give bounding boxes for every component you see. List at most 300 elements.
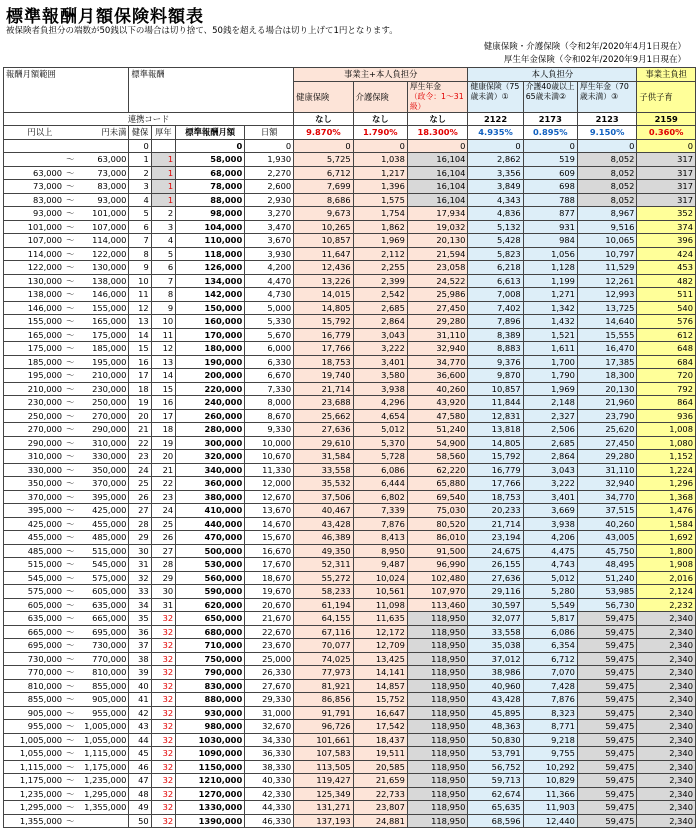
table-row bbox=[4, 463, 696, 477]
health-grade: 32 bbox=[129, 571, 151, 585]
daily-amount: 27,670 bbox=[245, 679, 294, 693]
range-to: 605,000 bbox=[76, 585, 129, 599]
pension-grade: 32 bbox=[151, 625, 175, 639]
range-from: 855,000 bbox=[4, 693, 65, 707]
care-insured: 2,506 bbox=[523, 423, 577, 437]
daily-amount: 23,670 bbox=[245, 639, 294, 653]
pension-total: 118,950 bbox=[407, 679, 468, 693]
health-grade: 11 bbox=[129, 288, 151, 302]
care-total: 10,024 bbox=[353, 571, 407, 585]
table-row bbox=[4, 571, 696, 585]
health-insured: 35,038 bbox=[468, 639, 523, 653]
care-total: 1,754 bbox=[353, 207, 407, 221]
pension-insured: 59,475 bbox=[577, 774, 637, 788]
range-from: 210,000 bbox=[4, 382, 65, 396]
pension-total: 80,520 bbox=[407, 517, 468, 531]
pension-total: 118,950 bbox=[407, 733, 468, 747]
health-grade: 46 bbox=[129, 760, 151, 774]
daily-amount: 2,930 bbox=[245, 193, 294, 207]
pension-grade: 32 bbox=[151, 760, 175, 774]
care-insured: 5,280 bbox=[523, 585, 577, 599]
health-grade: 29 bbox=[129, 531, 151, 545]
table-row bbox=[4, 234, 696, 248]
range-to: 955,000 bbox=[76, 706, 129, 720]
pension-insured: 11,529 bbox=[577, 261, 637, 275]
daily-amount: 34,330 bbox=[245, 733, 294, 747]
range-from: 122,000 bbox=[4, 261, 65, 275]
health-total: 8,686 bbox=[294, 193, 354, 207]
health-grade: 48 bbox=[129, 787, 151, 801]
pension-insured: 45,750 bbox=[577, 544, 637, 558]
range-tilde: ～ bbox=[66, 599, 75, 610]
range-from: 330,000 bbox=[4, 463, 65, 477]
table-row bbox=[4, 355, 696, 369]
pension-total: 25,986 bbox=[407, 288, 468, 302]
table-row bbox=[4, 396, 696, 410]
pension-grade: 10 bbox=[151, 315, 175, 329]
health-grade: 47 bbox=[129, 774, 151, 788]
range-from: 1,115,000 bbox=[4, 760, 65, 774]
range-tilde: ～ bbox=[66, 343, 75, 354]
health-total: 11,647 bbox=[294, 247, 354, 261]
care-insured: 12,440 bbox=[523, 814, 577, 828]
pension-total: 118,950 bbox=[407, 801, 468, 815]
pension-total: 118,950 bbox=[407, 666, 468, 680]
child-employer: 396 bbox=[637, 234, 696, 248]
care-insured: 8,323 bbox=[523, 706, 577, 720]
care-insured: 7,428 bbox=[523, 679, 577, 693]
health-insured: 8,883 bbox=[468, 342, 523, 356]
health-total: 33,558 bbox=[294, 463, 354, 477]
daily-amount: 22,670 bbox=[245, 625, 294, 639]
child-employer: 936 bbox=[637, 409, 696, 423]
health-grade: 33 bbox=[129, 585, 151, 599]
pension-total: 118,950 bbox=[407, 774, 468, 788]
health-insured: 30,597 bbox=[468, 598, 523, 612]
standard-monthly: 240,000 bbox=[176, 396, 245, 410]
page-title: 標準報酬月額保険料額表 bbox=[6, 7, 204, 27]
child-employer: 2,124 bbox=[637, 585, 696, 599]
health-insured: 10,857 bbox=[468, 382, 523, 396]
range-tilde: ～ bbox=[66, 815, 75, 826]
table-row bbox=[4, 220, 696, 234]
health-grade: 13 bbox=[129, 315, 151, 329]
health-grade: 24 bbox=[129, 463, 151, 477]
daily-amount: 40,330 bbox=[245, 774, 294, 788]
health-grade: 4 bbox=[129, 193, 151, 207]
daily-amount: 44,330 bbox=[245, 801, 294, 815]
table-row bbox=[4, 747, 696, 761]
care-insured: 3,222 bbox=[523, 477, 577, 491]
care-total: 3,401 bbox=[353, 355, 407, 369]
pension-total: 118,950 bbox=[407, 693, 468, 707]
health-total: 25,662 bbox=[294, 409, 354, 423]
health-grade: 21 bbox=[129, 423, 151, 437]
child-employer: 648 bbox=[637, 342, 696, 356]
range-from: 1,175,000 bbox=[4, 774, 65, 788]
pension-grade: 17 bbox=[151, 409, 175, 423]
rounding-note: 被保険者負担分の端数が50銭以下の場合は切り捨て、50銭を超える場合は切り上げて1円となります。 bbox=[6, 26, 398, 36]
standard-monthly: 58,000 bbox=[176, 153, 245, 167]
health-total: 29,610 bbox=[294, 436, 354, 450]
care-total: 3,938 bbox=[353, 382, 407, 396]
pension-total: 118,950 bbox=[407, 720, 468, 734]
daily-amount: 36,330 bbox=[245, 747, 294, 761]
pension-insured: 59,475 bbox=[577, 801, 637, 815]
range-to: 122,000 bbox=[76, 247, 129, 261]
health-total: 19,740 bbox=[294, 369, 354, 383]
range-tilde: ～ bbox=[66, 613, 75, 624]
pension-total: 40,260 bbox=[407, 382, 468, 396]
health-total: 46,389 bbox=[294, 531, 354, 545]
health-total: 14,015 bbox=[294, 288, 354, 302]
range-to: 425,000 bbox=[76, 504, 129, 518]
pension-grade: 32 bbox=[151, 612, 175, 626]
care-total: 5,370 bbox=[353, 436, 407, 450]
pension-insured: 43,005 bbox=[577, 531, 637, 545]
health-header: 健康保険 bbox=[294, 81, 354, 112]
pension-insured: 59,475 bbox=[577, 787, 637, 801]
range-from: 370,000 bbox=[4, 490, 65, 504]
pension-total: 29,280 bbox=[407, 315, 468, 329]
daily-amount: 3,270 bbox=[245, 207, 294, 221]
health-total: 9,673 bbox=[294, 207, 354, 221]
child-employer: 352 bbox=[637, 207, 696, 221]
irate-pension: 9.150% bbox=[577, 126, 637, 140]
care-insured: 10,829 bbox=[523, 774, 577, 788]
care-insured: 3,938 bbox=[523, 517, 577, 531]
daily-amount: 14,670 bbox=[245, 517, 294, 531]
table-row bbox=[4, 625, 696, 639]
pension-insured: 10,797 bbox=[577, 247, 637, 261]
pension-grade: 25 bbox=[151, 517, 175, 531]
health-grade: 0 bbox=[129, 139, 151, 153]
care-total: 14,857 bbox=[353, 679, 407, 693]
daily-amount: 42,330 bbox=[245, 787, 294, 801]
child-employer: 2,340 bbox=[637, 625, 696, 639]
pension-insured: 8,052 bbox=[577, 193, 637, 207]
table-row bbox=[4, 679, 696, 693]
standard-monthly: 410,000 bbox=[176, 504, 245, 518]
health-total: 14,805 bbox=[294, 301, 354, 315]
pension-grade: 27 bbox=[151, 544, 175, 558]
range-to bbox=[76, 814, 129, 828]
care-total: 20,585 bbox=[353, 760, 407, 774]
care-insured: 3,401 bbox=[523, 490, 577, 504]
pension-grade: 16 bbox=[151, 396, 175, 410]
pension-insured: 0 bbox=[577, 139, 637, 153]
table-row bbox=[4, 585, 696, 599]
health-insured: 7,896 bbox=[468, 315, 523, 329]
daily-amount: 1,930 bbox=[245, 153, 294, 167]
care-total: 2,399 bbox=[353, 274, 407, 288]
standard-monthly: 220,000 bbox=[176, 382, 245, 396]
range-tilde: ～ bbox=[66, 667, 75, 678]
care-insured: 788 bbox=[523, 193, 577, 207]
care-insured: 6,354 bbox=[523, 639, 577, 653]
pension-grade: 32 bbox=[151, 774, 175, 788]
child-employer: 482 bbox=[637, 274, 696, 288]
health-grade: 25 bbox=[129, 477, 151, 491]
care-total: 0 bbox=[353, 139, 407, 153]
daily-amount: 4,730 bbox=[245, 288, 294, 302]
child-employer: 864 bbox=[637, 396, 696, 410]
care-insured: 5,012 bbox=[523, 571, 577, 585]
care-total: 4,296 bbox=[353, 396, 407, 410]
range-to: 210,000 bbox=[76, 369, 129, 383]
pension-grade: 32 bbox=[151, 814, 175, 828]
health-total: 40,467 bbox=[294, 504, 354, 518]
pension-insured: 9,516 bbox=[577, 220, 637, 234]
care-insured: 1,790 bbox=[523, 369, 577, 383]
range-tilde: ～ bbox=[66, 154, 75, 165]
monthly-label: 標準報酬月額 bbox=[176, 126, 245, 140]
range-from: 114,000 bbox=[4, 247, 65, 261]
health-total: 101,661 bbox=[294, 733, 354, 747]
range-to: 175,000 bbox=[76, 328, 129, 342]
health-insured: 9,870 bbox=[468, 369, 523, 383]
health-grade: 17 bbox=[129, 369, 151, 383]
pension70-header: 厚生年金（70歳未満）③ bbox=[577, 81, 637, 112]
range-from: 93,000 bbox=[4, 207, 65, 221]
pension-grade: 24 bbox=[151, 504, 175, 518]
range-to: 810,000 bbox=[76, 666, 129, 680]
pension-grade: 26 bbox=[151, 531, 175, 545]
pension-grade: 11 bbox=[151, 328, 175, 342]
pension-insured: 14,640 bbox=[577, 315, 637, 329]
pension-total: 58,560 bbox=[407, 450, 468, 464]
standard-monthly: 930,000 bbox=[176, 706, 245, 720]
standard-monthly: 104,000 bbox=[176, 220, 245, 234]
health-total: 58,233 bbox=[294, 585, 354, 599]
health-total: 10,265 bbox=[294, 220, 354, 234]
range-header: 報酬月額範囲 bbox=[4, 68, 129, 113]
child-employer: 424 bbox=[637, 247, 696, 261]
table-row bbox=[4, 328, 696, 342]
health-total: 86,856 bbox=[294, 693, 354, 707]
daily-amount: 10,670 bbox=[245, 450, 294, 464]
pension-total: 20,130 bbox=[407, 234, 468, 248]
range-to bbox=[76, 139, 129, 153]
irate-care: 0.895% bbox=[523, 126, 577, 140]
health-total: 91,791 bbox=[294, 706, 354, 720]
child-employer: 453 bbox=[637, 261, 696, 275]
pension-grade: 32 bbox=[151, 652, 175, 666]
standard-monthly: 68,000 bbox=[176, 166, 245, 180]
care-total: 9,487 bbox=[353, 558, 407, 572]
table-row bbox=[4, 301, 696, 315]
care-insured: 5,817 bbox=[523, 612, 577, 626]
table-row bbox=[4, 274, 696, 288]
health-total: 7,699 bbox=[294, 180, 354, 194]
range-tilde: ～ bbox=[66, 383, 75, 394]
health-insured: 33,558 bbox=[468, 625, 523, 639]
health-total: 35,532 bbox=[294, 477, 354, 491]
child-header: 子供子育 bbox=[637, 81, 696, 112]
daily-amount: 2,600 bbox=[245, 180, 294, 194]
standard-monthly: 134,000 bbox=[176, 274, 245, 288]
health-insured: 40,960 bbox=[468, 679, 523, 693]
daily-amount: 6,330 bbox=[245, 355, 294, 369]
care-insured: 10,292 bbox=[523, 760, 577, 774]
table-row bbox=[4, 639, 696, 653]
health-insured: 2,862 bbox=[468, 153, 523, 167]
care-total: 8,950 bbox=[353, 544, 407, 558]
pension-total: 51,240 bbox=[407, 423, 468, 437]
child-employer: 317 bbox=[637, 166, 696, 180]
range-tilde bbox=[64, 139, 76, 153]
none-1: なし bbox=[294, 112, 354, 126]
health-insured: 6,218 bbox=[468, 261, 523, 275]
daily-amount: 16,670 bbox=[245, 544, 294, 558]
range-from: 905,000 bbox=[4, 706, 65, 720]
pension-insured: 59,475 bbox=[577, 706, 637, 720]
pension-insured: 21,960 bbox=[577, 396, 637, 410]
health-insured: 3,356 bbox=[468, 166, 523, 180]
health-grade: 45 bbox=[129, 747, 151, 761]
range-to: 107,000 bbox=[76, 220, 129, 234]
range-to: 1,235,000 bbox=[76, 774, 129, 788]
range-tilde: ～ bbox=[66, 775, 75, 786]
care-total: 11,098 bbox=[353, 598, 407, 612]
pension-grade: 31 bbox=[151, 598, 175, 612]
care-total: 11,635 bbox=[353, 612, 407, 626]
range-tilde: ～ bbox=[66, 410, 75, 421]
health-insured: 20,233 bbox=[468, 504, 523, 518]
care-total: 6,444 bbox=[353, 477, 407, 491]
range-tilde: ～ bbox=[66, 721, 75, 732]
health-total: 64,155 bbox=[294, 612, 354, 626]
pension-grade: 13 bbox=[151, 355, 175, 369]
care-total: 19,511 bbox=[353, 747, 407, 761]
table-row bbox=[4, 801, 696, 815]
care-insured: 4,206 bbox=[523, 531, 577, 545]
pension-total: 43,920 bbox=[407, 396, 468, 410]
table-row bbox=[4, 612, 696, 626]
standard-monthly: 710,000 bbox=[176, 639, 245, 653]
pension-insured: 31,110 bbox=[577, 463, 637, 477]
pension-total: 34,770 bbox=[407, 355, 468, 369]
table-row bbox=[4, 315, 696, 329]
range-to: 165,000 bbox=[76, 315, 129, 329]
to-label: 円未満 bbox=[76, 126, 129, 140]
range-to: 485,000 bbox=[76, 531, 129, 545]
health-total: 16,779 bbox=[294, 328, 354, 342]
standard-monthly: 160,000 bbox=[176, 315, 245, 329]
pension-total: 118,950 bbox=[407, 814, 468, 828]
care-insured: 11,366 bbox=[523, 787, 577, 801]
range-tilde: ～ bbox=[66, 370, 75, 381]
pension-insured: 34,770 bbox=[577, 490, 637, 504]
standard-monthly: 0 bbox=[176, 139, 245, 153]
care-insured: 8,771 bbox=[523, 720, 577, 734]
child-employer: 684 bbox=[637, 355, 696, 369]
pension-grade: 29 bbox=[151, 571, 175, 585]
health-insured: 45,895 bbox=[468, 706, 523, 720]
care-total: 7,876 bbox=[353, 517, 407, 531]
child-employer: 1,800 bbox=[637, 544, 696, 558]
range-to: 695,000 bbox=[76, 625, 129, 639]
health-total: 74,025 bbox=[294, 652, 354, 666]
range-to: 1,295,000 bbox=[76, 787, 129, 801]
health-insured: 7,402 bbox=[468, 301, 523, 315]
range-from: 1,005,000 bbox=[4, 733, 65, 747]
care-total: 2,255 bbox=[353, 261, 407, 275]
health-grade: 2 bbox=[129, 166, 151, 180]
child-employer: 1,152 bbox=[637, 450, 696, 464]
pension-grade: 28 bbox=[151, 558, 175, 572]
pension-insured: 32,940 bbox=[577, 477, 637, 491]
daily-amount: 12,670 bbox=[245, 490, 294, 504]
standard-monthly: 88,000 bbox=[176, 193, 245, 207]
health-insured: 48,363 bbox=[468, 720, 523, 734]
standard-monthly: 1210,000 bbox=[176, 774, 245, 788]
daily-amount: 9,330 bbox=[245, 423, 294, 437]
pension-grade: 32 bbox=[151, 787, 175, 801]
child-employer: 792 bbox=[637, 382, 696, 396]
pension-insured: 10,065 bbox=[577, 234, 637, 248]
daily-amount: 46,330 bbox=[245, 814, 294, 828]
none-3: なし bbox=[407, 112, 468, 126]
pension-total: 19,032 bbox=[407, 220, 468, 234]
pension-total: 24,522 bbox=[407, 274, 468, 288]
standard-monthly: 78,000 bbox=[176, 180, 245, 194]
care-insured: 0 bbox=[523, 139, 577, 153]
pension-insured: 13,725 bbox=[577, 301, 637, 315]
daily-amount: 12,000 bbox=[245, 477, 294, 491]
pension-insured: 59,475 bbox=[577, 625, 637, 639]
pension-total: 16,104 bbox=[407, 153, 468, 167]
pension-insured: 23,790 bbox=[577, 409, 637, 423]
pension-insured: 25,620 bbox=[577, 423, 637, 437]
table-row bbox=[4, 666, 696, 680]
table-row bbox=[4, 207, 696, 221]
health-insured: 0 bbox=[468, 139, 523, 153]
care-total: 22,733 bbox=[353, 787, 407, 801]
range-from: 155,000 bbox=[4, 315, 65, 329]
table-row bbox=[4, 166, 696, 180]
table-row bbox=[4, 787, 696, 801]
health-grade: 14 bbox=[129, 328, 151, 342]
standard-monthly: 1150,000 bbox=[176, 760, 245, 774]
care-total: 1,575 bbox=[353, 193, 407, 207]
care-total: 10,561 bbox=[353, 585, 407, 599]
health-grade: 50 bbox=[129, 814, 151, 828]
range-to: 93,000 bbox=[76, 193, 129, 207]
standard-monthly: 380,000 bbox=[176, 490, 245, 504]
health-insured: 14,805 bbox=[468, 436, 523, 450]
pension-date: 厚生年金保険（令和02年/2020年9月1日現在） bbox=[503, 55, 686, 65]
standard-monthly: 190,000 bbox=[176, 355, 245, 369]
health-insured: 43,428 bbox=[468, 693, 523, 707]
range-to: 185,000 bbox=[76, 342, 129, 356]
pension-insured: 59,475 bbox=[577, 639, 637, 653]
health-insured: 65,635 bbox=[468, 801, 523, 815]
range-tilde: ～ bbox=[66, 478, 75, 489]
pension-total: 16,104 bbox=[407, 166, 468, 180]
range-tilde: ～ bbox=[66, 302, 75, 313]
table-row bbox=[4, 423, 696, 437]
pension-grade: 32 bbox=[151, 679, 175, 693]
health-grade: 3 bbox=[129, 180, 151, 194]
child-employer: 612 bbox=[637, 328, 696, 342]
pension-insured: 20,130 bbox=[577, 382, 637, 396]
child-employer: 2,340 bbox=[637, 652, 696, 666]
pension-total: 36,600 bbox=[407, 369, 468, 383]
child-employer: 317 bbox=[637, 180, 696, 194]
care-total: 1,396 bbox=[353, 180, 407, 194]
range-from: 107,000 bbox=[4, 234, 65, 248]
